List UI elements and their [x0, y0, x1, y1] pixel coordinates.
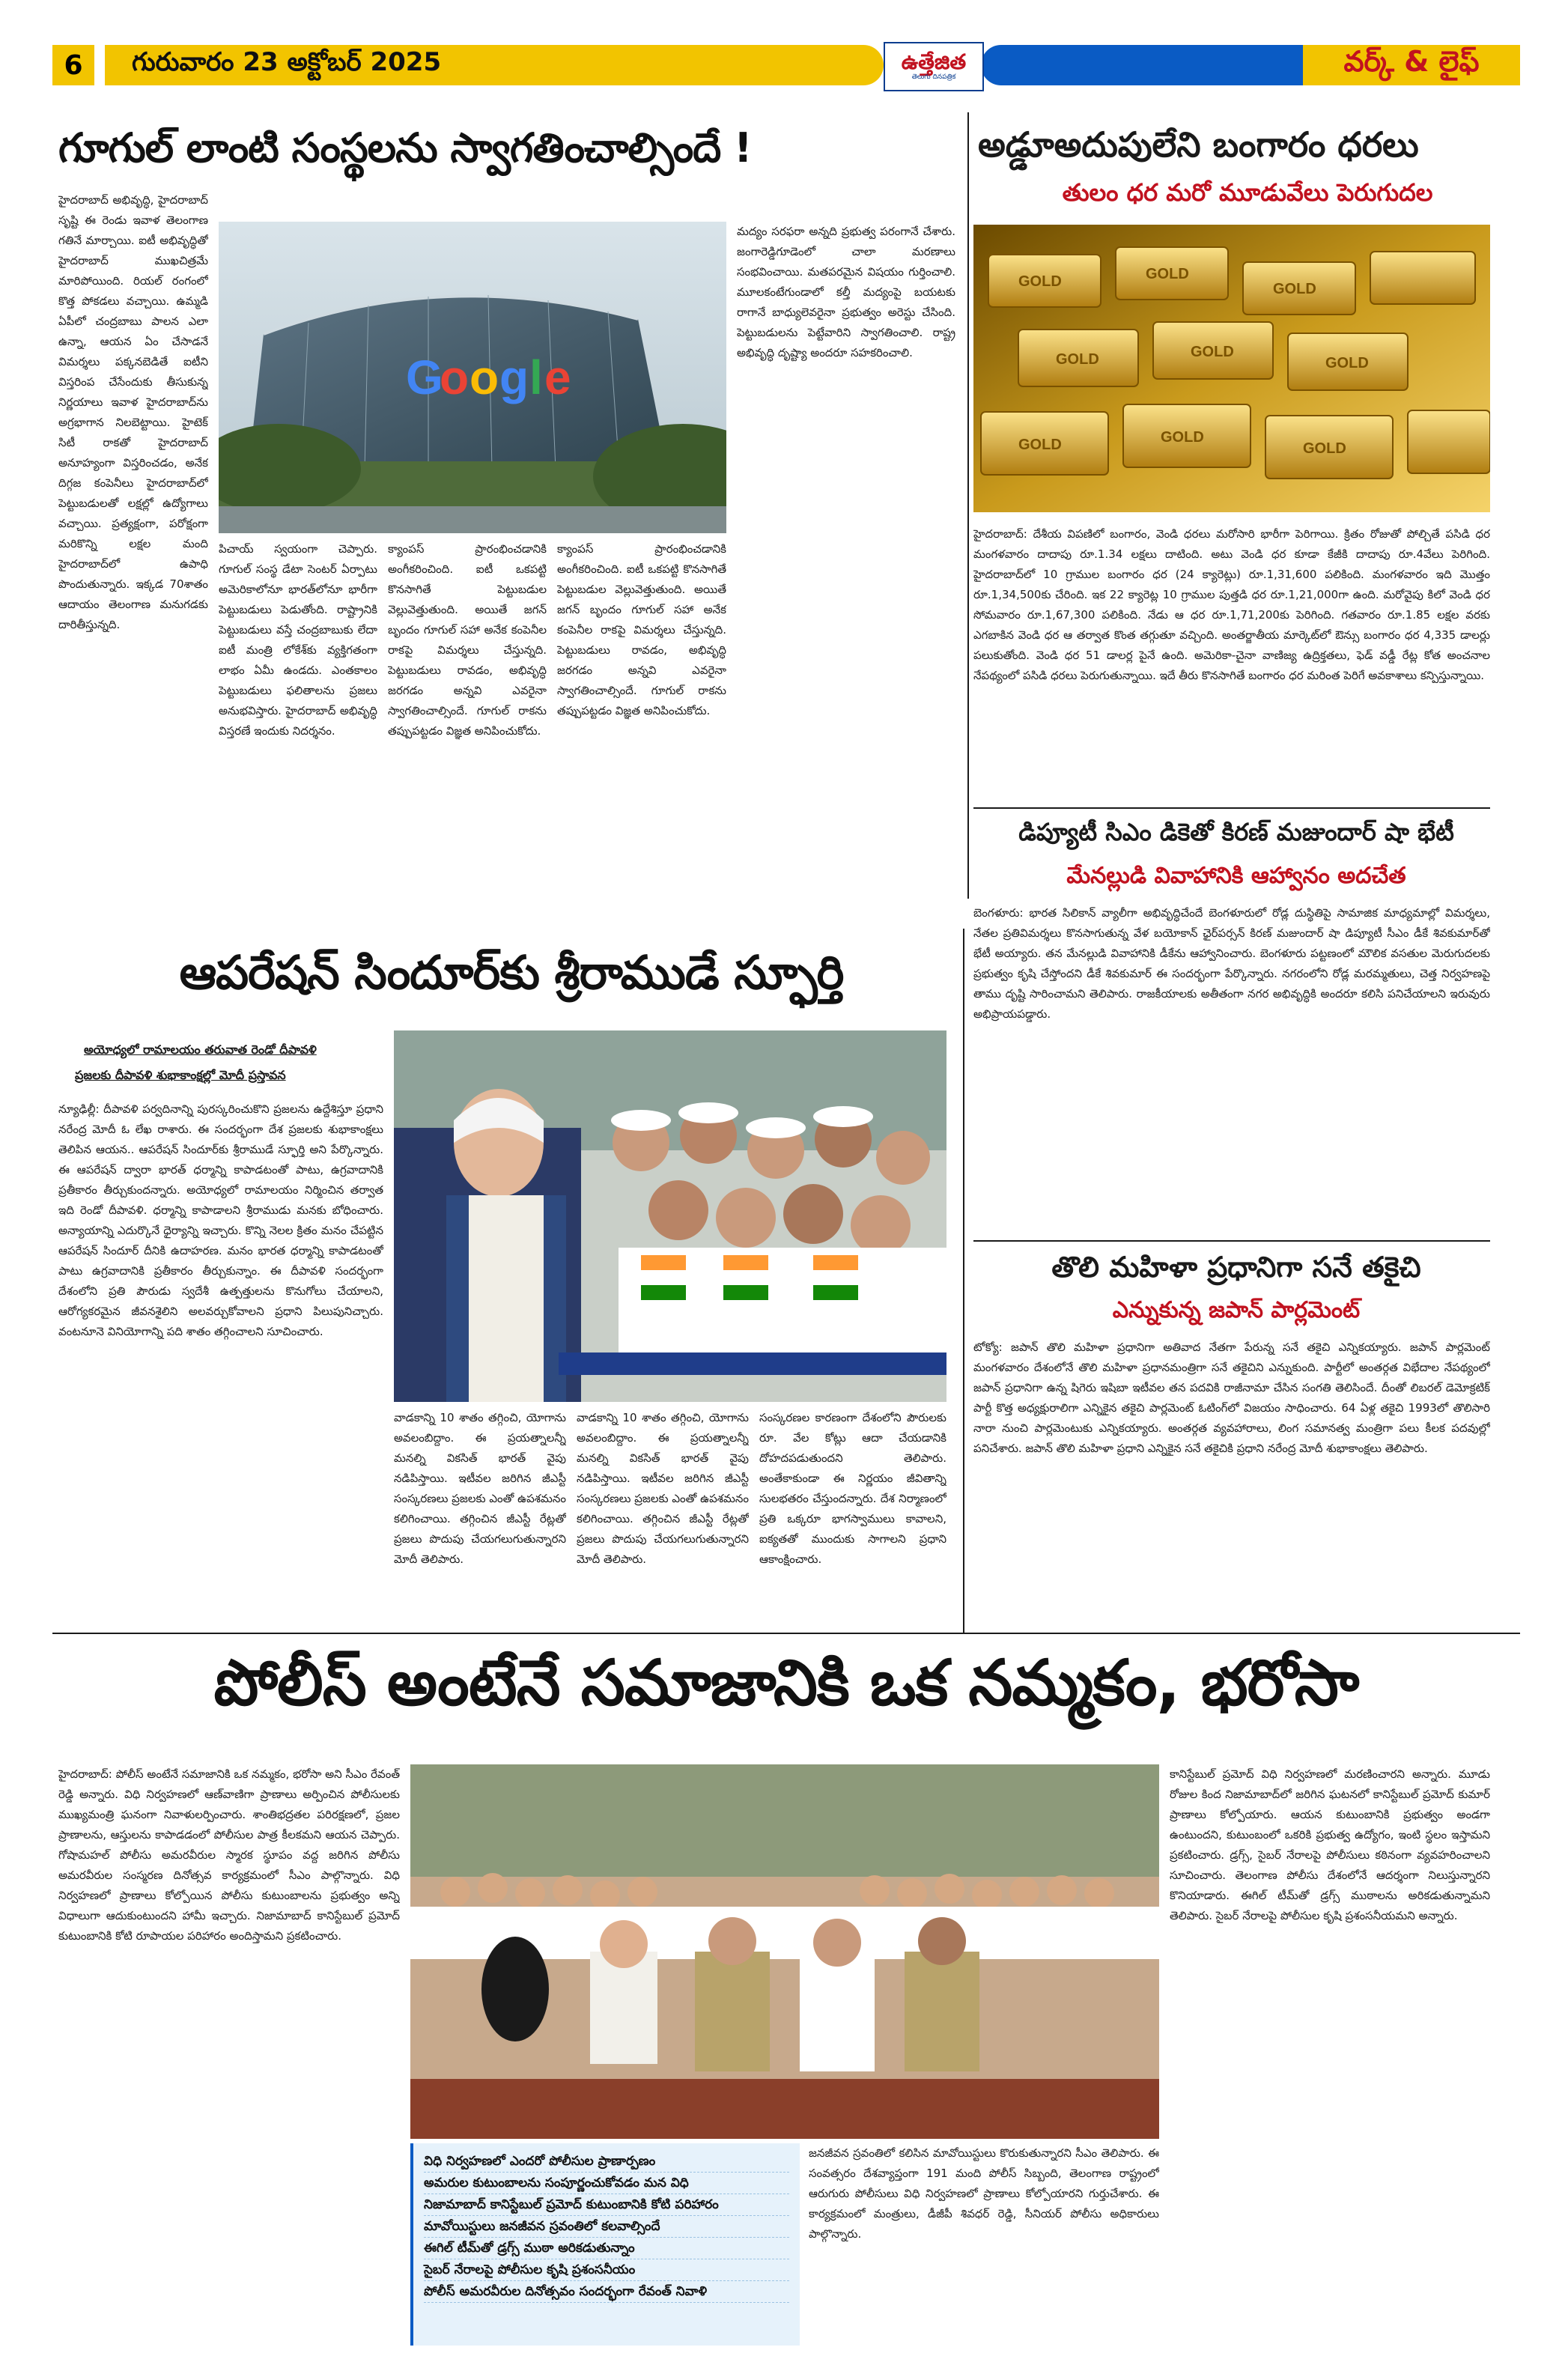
police-highlight: విధి నిర్వహణలో ఎందరో పోలీసుల ప్రాణార్పణం [424, 2151, 789, 2173]
gold-bars-image [973, 225, 1490, 512]
google-col-4 [737, 222, 955, 891]
google-body-3b: క్యాంపస్ ప్రారంభించడానికి అంగీకరించింది. ఐటీ ఒకపట్టి కొనసాగితే పెట్టుబడుల వెల్లువెత్తుతుంది. అయితే జగన్ బృందం గూగుల్ సహా అనేక కంపెనీల రాకపై విమర్శలు చేస్తున్నది. పెట్టుబడులు రావడం, అభివృద్ధి జరగడం అన్నవి ఎవరైనా స్వాగతించాల్సిందే. గూగుల్ రాకను తప్పుపట్టడం విజ్ఞత అనిపించుకోదు. [557, 542, 726, 717]
svg-text:o: o [440, 350, 470, 404]
column-divider [963, 929, 964, 1633]
sindoor-headline: ఆపరేషన్ సిందూర్‌కు శ్రీరాముడే స్ఫూర్తి [179, 945, 844, 1000]
police-col-1 [58, 1764, 400, 2341]
svg-text:GOLD: GOLD [1018, 273, 1062, 290]
japan-body: టోక్యో: జపాన్ తొలి మహిళా ప్రధానిగా అతివాద నేతగా పేరున్న సనే తకైచి ఎన్నికయ్యారు. జపాన్ పార్లమెంట్ మంగళవారం దేశంలోనే తొలి మహిళా ప్రధానమంత్రిగా సనే తకైచిని ఎన్నుకుంది. పార్టీలో అంతర్గత విభేదాల నేపథ్యంలో జపాన్ ప్రధానిగా ఉన్న షిగెరు ఇషిబా ఇటీవల తన పదవికి రాజీనామా చేసిన సంగతి తెలిసిందే. దీంతో లిబరల్ డెమోక్రటిక్ పార్టీ కొత్త అధ్యక్షురాలిగా ఎన్నికైన తకైచి పార్లమెంట్ ఓటింగ్‌లో విజయం సాధించారు. 64 ఏళ్ల తకైచి 1993లో తొలిసారి నారా నుంచి పార్లమెంటుకు ఎన్నికయ్యారు. అంతర్గత వ్యవహారాలు, లింగ సమానత్వ మంత్రిగా పలు కీలక పదవుల్లో పనిచేశారు. జపాన్ తొలి మహిళా ప్రధాని ఎన్నికైన సనే తకైచికి ప్రధాని నరేంద్ర మోదీ శుభాకాంక్షలు తెలిపారు. [973, 1341, 1490, 1455]
kiran-body-block [973, 903, 1490, 1236]
police-highlight: అమరుల కుటుంబాలను సంపూర్ణంచుకోవడం మన విధి [424, 2173, 789, 2194]
google-body-1: హైదరాబాద్ అభివృద్ధి, హైదరాబాద్ సృష్టి ఈ రెండు ఇవాళ తెలంగాణ గతినే మార్చాయి. ఐటీ అభివృద్ధితో హైదరాబాద్ ముఖచిత్రమే మారిపోయింది. రియల్ రంగంలో కొత్త పోకడలు వచ్చాయి. ఉమ్మడి ఏపీలో చంద్రబాబు పాలన ఎలా ఉన్నా, ఆయన ఏం చేసాడనే విమర్శలు పక్కనబెడితే ఐటీని విస్తరింప చేసేందుకు తీసుకున్న నిర్ణయాలు ఇవాళ హైదరాబాద్‌ను అగ్రభాగాన నిలబెట్టాయి. హైటెక్ సిటీ రాకతో హైదరాబాద్ అనూహ్యంగా విస్తరించడం, అనేక దిగ్గజ కంపెనీలు హైదరాబాద్‌లో పెట్టుబడులతో లక్షల్లో ఉద్యోగాలు వచ్చాయి. ప్రత్యక్షంగా, పరోక్షంగా మరికొన్ని లక్షల మంది హైదరాబాద్‌లో ఉపాధి పొందుతున్నారు. ఇక్కడ 70శాతం ఆదాయం తెలంగాణ మనుగడకు దారితీస్తున్నది. [58, 193, 208, 631]
police-headline: పోలీస్ అంటేనే సమాజానికి ఒక నమ్మకం, భరోసా [213, 1646, 1359, 1719]
svg-text:GOLD: GOLD [1161, 429, 1204, 446]
svg-text:GOLD: GOLD [1056, 351, 1099, 368]
column-divider [967, 112, 969, 899]
svg-text:GOLD: GOLD [1018, 437, 1062, 453]
police-highlight: నిజామాబాద్ కానిస్టేబుల్ ప్రమోద్ కుటుంబానికి కోటి పరిహారం [424, 2194, 789, 2216]
svg-text:e: e [544, 350, 571, 404]
police-highlight: మావోయిస్టులు జనజీవన స్రవంతిలో కలవాల్సిందే [424, 2216, 789, 2238]
kiran-body: బెంగళూరు: భారత సిలికాన్ వ్యాలీగా అభివృద్ధిచేందే బెంగళూరులో రోడ్ల దుస్థితిపై సామాజిక మాధ్యమాల్లో విమర్శలు, నేతల ప్రతివిమర్శలు కొనసాగుతున్న వేళ బయోకాన్ ఛైర్‌పర్సన్ కిరణ్ మజుందార్ షా డిప్యూటీ సీఎం డీకే శివకుమార్‌తో భేటీ అయ్యారు. తన మేనల్లుడి వివాహానికి డీకేను ఆహ్వానించారు. బెంగళూరు పట్టణంలో మౌలిక వసతుల మెరుగుదలకు ప్రభుత్వం కృషి చేస్తోందని డీకే శివకుమార్ ఈ సందర్భంగా పేర్కొన్నారు. నగరంలోని రోడ్ల మరమ్మతులు, చెత్త నిర్వహణపై తాము దృష్టి సారించామని తెలిపారు. రాజకీయాలకు అతీతంగా నగర అభివృద్ధికి అందరూ కలిసి పనిచేయాలని ఇరువురు అభిప్రాయపడ్డారు. [973, 906, 1490, 1021]
police-body-3: కానిస్టేబుల్ ప్రమోద్ విధి నిర్వహణలో మరణించారని అన్నారు. మూడు రోజుల కింద నిజామాబాద్‌లో జరిగిన ఘటనలో కానిస్టేబుల్ ప్రమోద్ కుమార్ ప్రాణాలు కోల్పోయారు. ఆయన కుటుంబానికి ప్రభుత్వం అండగా ఉంటుందని, కుటుంబంలో ఒకరికి ప్రభుత్వ ఉద్యోగం, ఇంటి స్థలం ఇస్తామని ప్రకటించారు. డ్రగ్స్, సైబర్ నేరాలపై పోలీసులు కఠినంగా వ్యవహరించాలని సూచించారు. తెలంగాణ పోలీసు దేశంలోనే ఆదర్శంగా నిలుస్తున్నారని కొనియాడారు. ఈగిల్ టీమ్‌తో డ్రగ్స్ ముఠాలను అరికడుతున్నామని తెలిపారు. సైబర్ నేరాలపై పోలీసుల కృషి ప్రశంసనీయమని అన్నారు. [1170, 1767, 1490, 1922]
story-divider [973, 1240, 1490, 1242]
google-body-4: మద్యం సరఫరా అన్నది ప్రభుత్వ పరంగానే చేశారు. జంగారెడ్డిగూడెంలో చాలా మరణాలు సంభవించాయి. మతపరమైన విషయం గుర్తించాలి. మూలకంటేగుండాలో కల్తీ మద్యంపై బయటకు రాగానే బాధ్యులెవరైనా ప్రభుత్వం అరెస్టు చేసింది. పెట్టుబడులను పెట్టేవారిని స్వాగతించాలి. రాష్ట్ర అభివృద్ధి దృష్ట్యా అందరూ సహకరించాలి. [737, 225, 955, 359]
japan-headline: తొలి మహిళా ప్రధానిగా సనే తకైచి [1051, 1251, 1421, 1284]
issue-date: గురువారం 23 అక్టోబర్ 2025 [105, 45, 884, 85]
svg-text:g: g [499, 350, 529, 404]
story-divider [973, 807, 1490, 809]
police-col-2 [809, 2143, 1159, 2341]
masthead-logo [884, 42, 984, 91]
sindoor-body-3: సంస్కరణల కారణంగా దేశంలోని పౌరులకు రూ. వేల కోట్లు ఆదా చేయడానికి దోహదపడుతుందని తెలిపారు. అంతేకాకుండా ఈ నిర్ణయం జీవితాన్ని సులభతరం చేస్తుందన్నారు. దేశ నిర్మాణంలో ప్రతి ఒక్కరూ భాగస్వాములు కావాలని, ఐక్యతతో ముందుకు సాగాలని ప్రధాని ఆకాంక్షించారు. [759, 1411, 946, 1566]
police-body-1: హైదరాబాద్: పోలీస్ అంటేనే సమాజానికి ఒక నమ్మకం, భరోసా అని సీఎం రేవంత్ రెడ్డి అన్నారు. విధి నిర్వహణలో ఆణ్‌వాణిగా ప్రాణాలు అర్పించిన పోలీసులకు ముఖ్యమంత్రి ఘనంగా నివాళులర్పించారు. శాంతిభద్రతల పరిరక్షణలో, ప్రజల ప్రాణాలను, ఆస్తులను కాపాడడంలో పోలీసుల పాత్ర కీలకమని ఆయన చెప్పారు. గోషామహల్ పోలీసు అమరవీరుల స్మారక స్థూపం వద్ద జరిగిన పోలీసు అమరవీరుల సంస్మరణ దినోత్సవ కార్యక్రమంలో సీఎం పాల్గొన్నారు. విధి నిర్వహణలో ప్రాణాలు కోల్పోయిన పోలీసు కుటుంబాలను ప్రభుత్వం అన్ని విధాలుగా ఆదుకుంటుందని హామీ ఇచ్చారు. నిజామాబాద్ కానిస్టేబుల్ ప్రమోద్ కుటుంబానికి కోటి రూపాయల పరిహారం అందిస్తామని ప్రకటించారు. [58, 1767, 400, 1943]
police-highlights-box [410, 2143, 800, 2346]
svg-text:GOLD: GOLD [1273, 281, 1316, 297]
sindoor-col-2 [394, 1408, 566, 1625]
section-divider [52, 1633, 1520, 1634]
google-col-3 [388, 539, 547, 891]
sindoor-col-3 [759, 1408, 946, 1625]
sindoor-kicker-1: అయోధ్యలో రామాలయం తరువాత రెండో దీపావళి [84, 1042, 317, 1057]
svg-text:o: o [470, 350, 499, 404]
police-officials-group-image [410, 1764, 1159, 2139]
svg-text:GOLD: GOLD [1191, 344, 1234, 360]
police-highlight: పోలీస్ అమరవీరుల దినోత్సవం సందర్భంగా రేవంత్ నివాళి [424, 2281, 789, 2303]
gold-subhead: తులం ధర మరో మూడువేలు పెరుగుదల [1062, 178, 1433, 207]
sindoor-body-2: వాడకాన్ని 10 శాతం తగ్గించి, యోగాను అవలంబిద్దాం. ఈ ప్రయత్నాలన్నీ మనల్ని వికసిత్ భారత్ వైపు నడిపిస్తాయి. ఇటీవల జరిగిన జీఎస్టీ సంస్కరణలు ప్రజలకు ఎంతో ఉపశమనం కలిగించాయి. తగ్గించిన జీఎస్టీ రేట్లతో ప్రజలు పొదుపు చేయగలుగుతున్నారని మోదీ తెలిపారు. [394, 1411, 566, 1566]
google-headline: గూగుల్ లాంటి సంస్థలను స్వాగతించాల్సిందే ! [58, 124, 752, 171]
police-highlight: సైబర్ నేరాలపై పోలీసుల కృషి ప్రశంసనీయం [424, 2259, 789, 2281]
svg-text:GOLD: GOLD [1325, 355, 1369, 371]
modi-diwali-photo [394, 1030, 946, 1402]
google-col-1 [58, 190, 208, 894]
japan-body-block [973, 1338, 1490, 1625]
page-number: 6 [52, 45, 94, 85]
gold-body-block [973, 524, 1490, 801]
google-body-2: పిచాయ్ స్వయంగా చెప్పారు. గూగుల్ సంస్థ డేటా సెంటర్ ఏర్పాటు అమెరికాలోనూ భారత్‌లోనూ భారీగా పెట్టుబడులు పెడుతోంది. రాష్ట్రానికి పెట్టుబడులు వస్తే చంద్రబాబుకు లేదా ఐటీ మంత్రి లోకేశ్‌కు వ్యక్తిగతంగా లాభం ఏమీ ఉండదు. ఎంతకాలం పెట్టుబడులు ఫలితాలను ప్రజలు అనుభవిస్తారు. హైదరాబాద్ అభివృద్ధి విస్తరణే ఇందుకు నిదర్శనం. [219, 542, 377, 738]
kiran-headline: డిప్యూటీ సిఎం డికెతో కిరణ్ మజుందార్ షా భేటీ [1018, 818, 1454, 846]
kiran-subhead: మేనల్లుడి వివాహానికి ఆహ్వానం అదచేత [1066, 863, 1406, 889]
logo-tagline: తెలుగు దినపత్రిక [911, 73, 956, 81]
sindoor-body-1: న్యూఢిల్లీ: దీపావళి పర్వదినాన్ని పురస్కరించుకొని ప్రజలను ఉద్దేశిస్తూ ప్రధాని నరేంద్ర మోదీ ఓ లేఖ రాశారు. ఈ సందర్భంగా దేశ ప్రజలకు శుభాకాంక్షలు తెలిపిన ఆయన.. ఆపరేషన్ సిందూర్‌కు శ్రీరాముడే స్ఫూర్తి అని పేర్కొన్నారు. ఈ ఆపరేషన్ ద్వారా భారత్ ధర్మాన్ని కాపాడటంతో పాటు, ఉగ్రవాదానికి ప్రతీకారం తీర్చుకుందన్నారు. అయోధ్యలో రామాలయం నిర్మించిన తర్వాత ఇది రెండో దీపావళి. ధర్మాన్ని కాపాడాలని శ్రీరాముడు మనకు బోధించారు. అన్యాయాన్ని ఎదుర్కొనే ధైర్యాన్ని ఇచ్చారు. కొన్ని నెలల క్రితం మనం చేపట్టిన ఆపరేషన్ సిందూర్ దీనికి ఉదాహరణ. మనం భారత ధర్మాన్ని కాపాడటంతో పాటు ఉగ్రవాదానికి ప్రతీకారం తీర్చుకున్నాం. ఈ దీపావళి సందర్భంగా దేశంలోని ప్రతి పౌరుడు స్వదేశీ ఉత్పత్తులను కొనుగోలు చేయాలని, ఆరోగ్యకరమైన జీవనశైలిని అలవర్చుకోవాలని ప్రధాని పిలుపునిచ్చారు. వంటనూనె వినియోగాన్ని పది శాతం తగ్గించాలని సూచించారు. [58, 1102, 383, 1338]
google-col-3b [557, 539, 726, 891]
sindoor-col-1 [58, 1099, 383, 1624]
logo-text: ఉత్తేజిత [901, 49, 967, 74]
svg-text:GOLD: GOLD [1303, 440, 1346, 457]
svg-text:GOLD: GOLD [1146, 266, 1189, 282]
google-body-3: క్యాంపస్ ప్రారంభించడానికి అంగీకరించింది. ఐటీ ఒకపట్టి కొనసాగితే పెట్టుబడుల వెల్లువెత్తుతుంది. అయితే జగన్ బృందం గూగుల్ సహా అనేక కంపెనీల రాకపై విమర్శలు చేస్తున్నది. పెట్టుబడులు రావడం, అభివృద్ధి జరగడం అన్నవి ఎవరైనా స్వాగతించాల్సిందే. గూగుల్ రాకను తప్పుపట్టడం విజ్ఞత అనిపించుకోదు. [388, 542, 547, 738]
gold-body: హైదరాబాద్: దేశీయ విపణిలో బంగారం, వెండి ధరలు మరోసారి భారీగా పెరిగాయి. క్రితం రోజుతో పోల్చితే పసిడి ధర మంగళవారం దాదాపు రూ.1.34 లక్షలు దాటింది. అటు వెండి ధర కూడా కేజీకి దాదాపు రూ.4వేలు పెరిగింది. హైదరాబాద్‌లో 10 గ్రాముల బంగారం ధర (24 క్యారెట్లు) రూ.1,31,600 పలికింది. మంగళవారం ఇది మొత్తం రూ.1,34,500కు చేరింది. ఇక 22 క్యారెట్ల 10 గ్రాముల పుత్తడి ధర రూ.1,21,000గా ఉంది. మరోవైపు కిలో వెండి ధర సోమవారం రూ.1,67,300 పలికింది. నేడు ఆ ధర రూ.1,71,200కు పెరిగింది. గతవారం రూ.1.85 లక్షల వరకు ఎగబాకిన వెండి ధర ఆ తర్వాత కొంత తగ్గుతూ వచ్చింది. అంతర్జాతీయ మార్కెట్‌లో ఔన్సు బంగారం ధర 4,335 డాలర్లు పలుకుతోంది. వెండి ధర 51 డాలర్ల పైనే ఉంది. అమెరికా-చైనా వాణిజ్య ఉద్రిక్తతలు, ఫెడ్ వడ్డీ రేట్ల కోత అంచనాల నేపథ్యంలో పసిడి ధరలు పెరుగుతున్నాయి. ఇదే తీరు కొనసాగితే బంగారం ధర మరింత పెరిగే అవకాశాలు కన్పిస్తున్నాయి. [973, 527, 1490, 682]
svg-text:G: G [406, 350, 443, 404]
gold-headline: అడ్డూఅదుపులేని బంగారం ధరలు [978, 124, 1419, 165]
police-memorial-photo [410, 1764, 1159, 2139]
police-highlight: ఈగిల్ టీమ్‌తో డ్రగ్స్ ముఠా అరికడుతున్నాం [424, 2238, 789, 2259]
japan-subhead: ఎన్నుకున్న జపాన్ పార్లమెంట్ [1112, 1297, 1361, 1323]
google-col-2 [219, 539, 377, 891]
gold-bars-photo [973, 225, 1490, 512]
sindoor-col-2b [577, 1408, 749, 1625]
police-col-3 [1170, 1764, 1490, 2341]
google-office-photo [219, 222, 726, 533]
police-body-2: జనజీవన స్రవంతిలో కలిసిన మావోయిస్టులు కొరుకుతున్నారని సీఎం తెలిపారు. ఈ సంవత్సరం దేశవ్యాప్తంగా 191 మంది పోలీస్ సిబ్బంది, తెలంగాణ రాష్ట్రంలో ఆరుగురు పోలీసులు విధి నిర్వహణలో ప్రాణాలు కోల్పోయారని గుర్తుచేశారు. ఈ కార్యక్రమంలో మంత్రులు, డీజీపీ శివధర్ రెడ్డి, సీనియర్ పోలీసు అధికారులు పాల్గొన్నారు. [809, 2146, 1159, 2241]
svg-text:l: l [529, 350, 543, 404]
sindoor-kicker-2: ప్రజలకు దీపావళి శుభాకాంక్షల్లో మోదీ ప్రస్తావన [75, 1068, 286, 1082]
sindoor-body-2b: వాడకాన్ని 10 శాతం తగ్గించి, యోగాను అవలంబిద్దాం. ఈ ప్రయత్నాలన్నీ మనల్ని వికసిత్ భారత్ వైపు నడిపిస్తాయి. ఇటీవల జరిగిన జీఎస్టీ సంస్కరణలు ప్రజలకు ఎంతో ఉపశమనం కలిగించాయి. తగ్గించిన జీఎస్టీ రేట్లతో ప్రజలు పొదుపు చేయగలుగుతున్నారని మోదీ తెలిపారు. [577, 1411, 749, 1566]
section-name: వర్క్ & లైఫ్ [1303, 45, 1520, 85]
modi-with-children-image [394, 1030, 946, 1402]
google-building-image [219, 222, 726, 533]
